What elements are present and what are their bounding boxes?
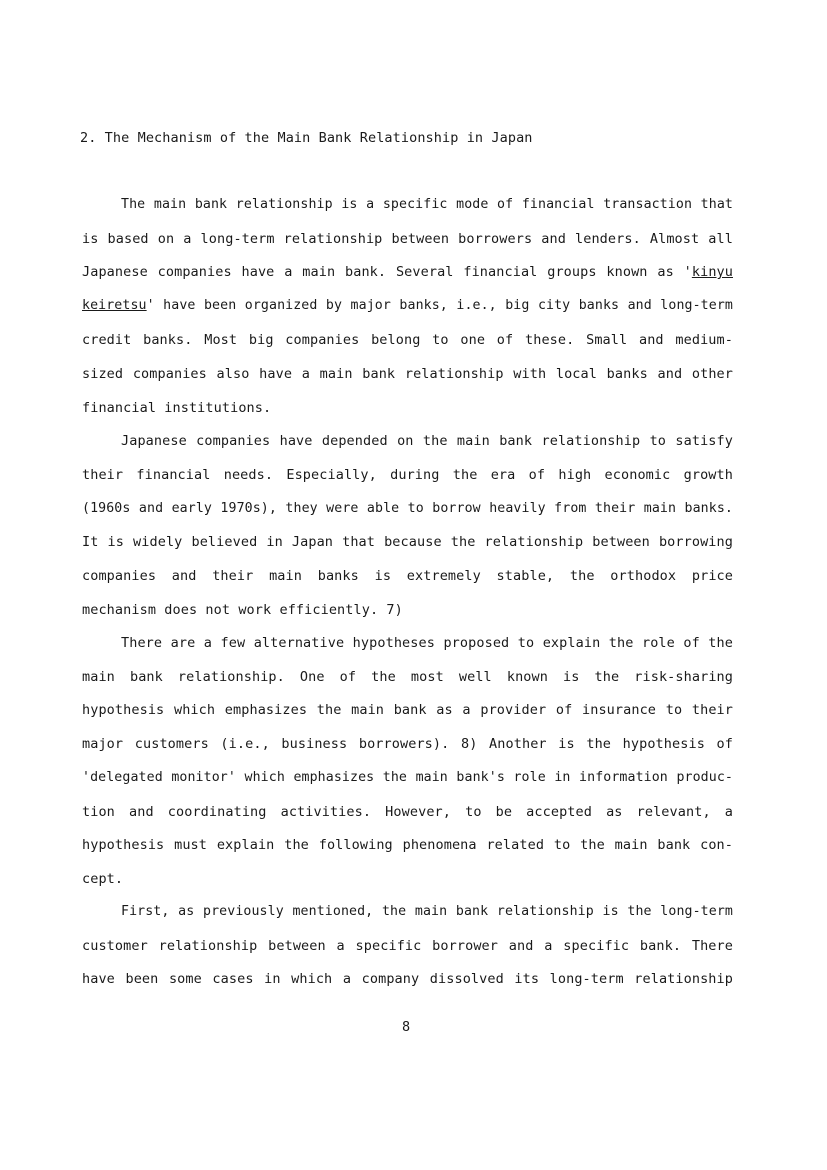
paragraph-line: mechanism does not work efficiently. 7) [82, 602, 403, 618]
paragraph-line: hypothesis must explain the following phenomena related to the main bank con- [82, 837, 733, 853]
paragraph-line: hypothesis which emphasizes the main bank as a provider of insurance to their [82, 702, 733, 718]
paragraph-line: is based on a long-term relationship between borrowers and lenders. Almost all [82, 231, 733, 247]
line-text: Japanese companies have a main bank. Several financial groups known as ' [82, 264, 692, 280]
paragraph-line: It is widely believed in Japan that because the relationship between borrowing [82, 534, 733, 550]
paragraph-line: cept. [82, 871, 124, 887]
paragraph-line: financial institutions. [82, 400, 272, 416]
paragraph-line: main bank relationship. One of the most well known is the risk-sharing [82, 669, 733, 685]
line-text: ' have been organized by major banks, i.e., big city banks and long-term [146, 298, 733, 313]
paragraph-line [82, 297, 733, 315]
paragraph-line: The main bank relationship is a specific mode of financial transaction that [121, 197, 733, 212]
underlined-term: kinyu [691, 264, 733, 280]
paragraph-line: major customers (i.e., business borrowers). 8) Another is the hypothesis of [82, 736, 733, 752]
paragraph-line: companies and their main banks is extremely stable, the orthodox price [82, 568, 733, 584]
page-number: 8 [402, 1019, 411, 1035]
paragraph-line: (1960s and early 1970s), they were able to borrow heavily from their main banks. [82, 501, 733, 516]
paragraph-line: sized companies also have a main bank relationship with local banks and other [82, 366, 733, 382]
paragraph-line: have been some cases in which a company dissolved its long-term relationship [82, 971, 733, 987]
paragraph-line: Japanese companies have depended on the main bank relationship to satisfy [121, 433, 733, 449]
section-heading: 2. The Mechanism of the Main Bank Relationship in Japan [80, 130, 533, 146]
paragraph-line: There are a few alternative hypotheses proposed to explain the role of the [121, 635, 733, 651]
paragraph-line: tion and coordinating activities. However, to be accepted as relevant, a [82, 804, 733, 820]
underlined-term: keiretsu [82, 298, 147, 313]
paragraph-line: credit banks. Most big companies belong to one of these. Small and medium- [82, 332, 733, 348]
paragraph-line [82, 263, 733, 281]
paragraph-line: 'delegated monitor' which emphasizes the main bank's role in information produc- [82, 770, 733, 785]
paragraph-line: First, as previously mentioned, the main bank relationship is the long-term [121, 904, 733, 919]
paragraph-line: customer relationship between a specific borrower and a specific bank. There [82, 938, 733, 954]
paragraph-line: their financial needs. Especially, during the era of high economic growth [82, 467, 733, 483]
